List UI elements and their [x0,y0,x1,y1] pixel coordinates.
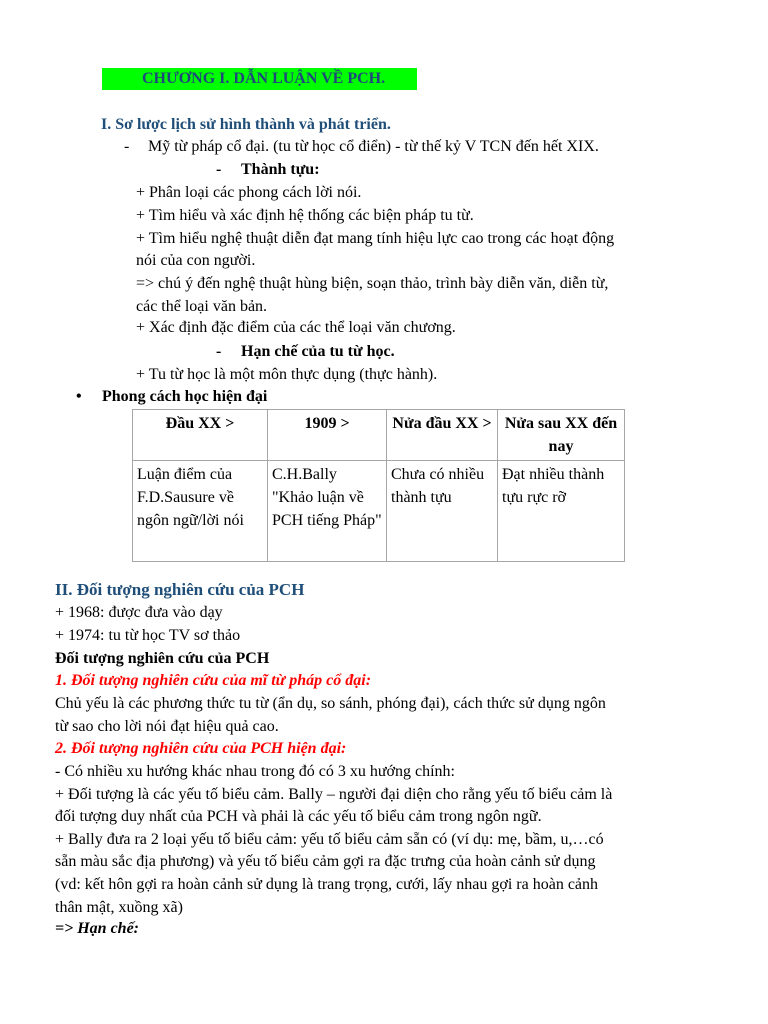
section1-heading: I. Sơ lược lịch sử hình thành và phát triển. [101,116,391,133]
modern-bullet: Phong cách học hiện đại [102,388,268,405]
table-header-row [133,410,625,461]
achievement-line: + Xác định đặc điểm của các thể loại văn chương. [136,319,456,336]
dash-marker: - [216,161,222,178]
table-header-cell: 1909 > [268,410,387,461]
section2-subheading: Đối tượng nghiên cứu của PCH [55,650,270,667]
history-table [132,409,625,562]
table-cell: Chưa có nhiều thành tựu [387,461,498,562]
item2-line: sẵn màu sắc địa phương) và yếu tố biểu cảm gợi ra đặc trưng của hoàn cảnh sử dụng [55,853,596,870]
item2-line: (vd: kết hôn gợi ra hoàn cảnh sử dụng là trang trọng, cưới, lấy nhau gợi ra hoàn cảnh [55,876,599,893]
table-cell: Luận điểm của F.D.Sausure về ngôn ngữ/lời nói [133,461,268,562]
achievement-line: nói của con người. [136,252,256,269]
conclusion: => Hạn chế: [55,920,140,937]
dash-marker: - [216,343,222,360]
achievement-line: + Tìm hiểu và xác định hệ thống các biện pháp tu từ. [136,207,474,224]
table-row [133,461,625,562]
section2-heading: II. Đối tượng nghiên cứu của PCH [55,580,305,599]
chapter-title [102,68,417,90]
limits-line: + Tu từ học là một môn thực dụng (thực hành). [136,366,438,383]
dash-marker: - [124,138,130,155]
table-header-cell: Nửa sau XX đến nay [498,410,625,461]
table-header-cell: Nửa đầu XX > [387,410,498,461]
achievements-label: Thành tựu: [241,161,320,178]
item1-line: từ sao cho lời nói đạt hiệu quả cao. [55,718,279,735]
item2-line: - Có nhiều xu hướng khác nhau trong đó có 3 xu hướng chính: [55,763,455,780]
dash-item: Mỹ từ pháp cổ đại. (tu từ học cổ điển) - từ thế kỷ V TCN đến hết XIX. [148,138,599,155]
section2-line: + 1968: được đưa vào dạy [55,604,223,621]
item2-title: 2. Đối tượng nghiên cứu của PCH hiện đại: [55,740,347,757]
achievement-line: => chú ý đến nghệ thuật hùng biện, soạn thảo, trình bày diễn văn, diễn từ, [136,275,609,292]
table-cell: Đạt nhiều thành tựu rực rỡ [498,461,625,562]
limits-label: Hạn chế của tu từ học. [241,343,395,360]
item2-line: đối tượng duy nhất của PCH và phải là các yếu tố biểu cảm trong ngôn ngữ. [55,808,542,825]
achievement-line: + Phân loại các phong cách lời nói. [136,184,362,201]
achievement-line: + Tìm hiểu nghệ thuật diễn đạt mang tính hiệu lực cao trong các hoạt động [136,230,615,247]
section2-line: + 1974: tu từ học TV sơ thảo [55,627,241,644]
bullet-marker: • [76,388,82,405]
achievement-line: các thể loại văn bản. [136,298,268,315]
item1-line: Chủ yếu là các phương thức tu từ (ẩn dụ, so sánh, phóng đại), cách thức sử dụng ngôn [55,695,606,712]
table-header-cell: Đầu XX > [133,410,268,461]
chapter-title-text: CHƯƠNG I. DẪN LUẬN VỀ PCH. [142,70,386,87]
table-cell: C.H.Bally "Khảo luận về PCH tiếng Pháp" [268,461,387,562]
item1-title: 1. Đối tượng nghiên cứu của mĩ từ pháp cổ đại: [55,672,372,689]
item2-line: + Đối tượng là các yếu tố biểu cảm. Bally – người đại diện cho rằng yếu tố biểu cảm là [55,786,613,803]
item2-line: + Bally đưa ra 2 loại yếu tố biểu cảm: yếu tố biểu cảm sẵn có (ví dụ: mẹ, bầm, u,…có [55,831,604,848]
item2-line: thân mật, xuồng xã) [55,899,183,916]
